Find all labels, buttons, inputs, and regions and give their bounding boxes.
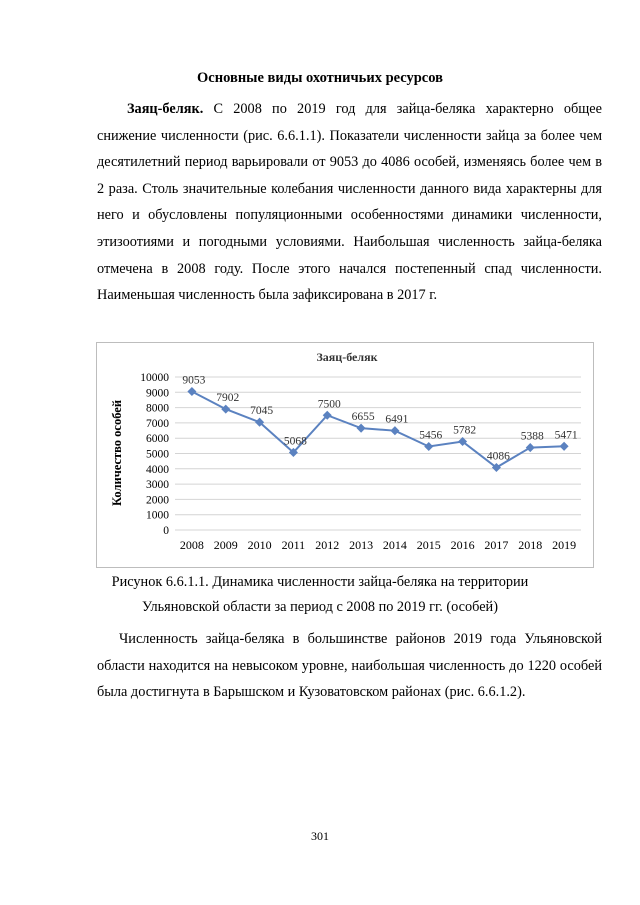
x-tick-label: 2009 — [213, 538, 238, 552]
data-label: 5388 — [520, 430, 544, 443]
chart-y-ticks — [140, 372, 169, 537]
x-tick-label: 2011 — [281, 538, 306, 552]
paragraph-district-summary: Численность зайца-беляка в большинстве районов 2019 года Ульяновской области находится на невысоком уровне, наибольшая численность до 1220 особей была достигнута в Барышском и Кузоватовском районах (рис. 6.6.1.2). — [97, 631, 602, 701]
y-tick-label: 2000 — [146, 494, 169, 507]
data-label: 7045 — [250, 405, 274, 418]
chart-data-labels — [182, 374, 577, 462]
x-tick-label: 2018 — [518, 538, 543, 552]
x-tick-label: 2017 — [484, 538, 509, 552]
data-label: 5456 — [419, 429, 443, 442]
data-point — [187, 387, 196, 396]
x-tick-label: 2012 — [315, 538, 340, 552]
x-tick-label: 2008 — [179, 538, 204, 552]
figure-caption-line-2: Ульяновской области за период с 2008 по 2019 гг. (особей) — [142, 599, 498, 615]
chart-title: Заяц-беляк — [316, 350, 378, 364]
y-tick-label: 8000 — [146, 402, 169, 415]
data-label: 7902 — [216, 392, 240, 405]
data-label: 7500 — [317, 398, 341, 411]
data-point — [560, 442, 569, 451]
x-tick-label: 2016 — [450, 538, 475, 552]
x-tick-label: 2010 — [247, 538, 272, 552]
y-tick-label: 5000 — [146, 448, 169, 461]
data-label: 6491 — [385, 413, 409, 426]
paragraph-lead: Заяц-беляк. — [127, 101, 204, 117]
y-tick-label: 0 — [163, 525, 169, 537]
y-tick-label: 3000 — [146, 479, 169, 492]
page-number: 301 — [311, 829, 329, 843]
data-point — [390, 426, 399, 435]
x-tick-label: 2015 — [416, 538, 441, 552]
chart-y-axis-label: Количество особей — [110, 399, 124, 507]
data-label: 4086 — [486, 450, 510, 463]
y-tick-label: 1000 — [146, 509, 169, 522]
y-tick-label: 7000 — [146, 417, 169, 430]
y-tick-label: 4000 — [146, 463, 169, 476]
figure-caption-line-1: Рисунок 6.6.1.1. Динамика численности зайца-беляка на территории — [111, 574, 529, 590]
x-tick-label: 2019 — [552, 538, 577, 552]
chart-x-ticks — [180, 538, 576, 552]
x-tick-label: 2013 — [349, 538, 374, 552]
y-tick-label: 10000 — [140, 372, 169, 384]
section-heading: Основные виды охотничьих ресурсов — [197, 70, 443, 86]
data-point — [357, 424, 366, 433]
y-tick-label: 6000 — [146, 433, 169, 446]
data-label: 5782 — [453, 424, 477, 437]
data-point — [221, 405, 230, 414]
data-label: 9053 — [182, 374, 206, 387]
x-tick-label: 2014 — [382, 538, 407, 552]
data-point — [424, 442, 433, 451]
data-label: 6655 — [351, 411, 375, 424]
data-label: 5471 — [554, 429, 578, 442]
line-chart-svg — [97, 343, 595, 569]
data-label: 5068 — [283, 435, 307, 448]
hare-population-chart — [96, 342, 594, 568]
paragraph-hare-description — [97, 96, 602, 309]
y-tick-label: 9000 — [146, 387, 169, 400]
paragraph-body: С 2008 по 2019 год для зайца-беляка характерно общее снижение численности (рис. 6.6.1.1). Показатели численности зайца за более чем десятилетний период варьировали от 9053 до 4086 особей, изменяясь более чем в 2 раза. Столь значительные колебания численности данного вида характерны для него и обусловлены популяционными особенностями динамики численности, этизоотиями и погодными условиями. Наибольшая численность зайца-беляка отмечена в 2008 году. После этого начался постепенный спад численности. Наименьшая численность была зафиксирована в 2017 г. — [97, 101, 602, 304]
data-point — [526, 443, 535, 452]
